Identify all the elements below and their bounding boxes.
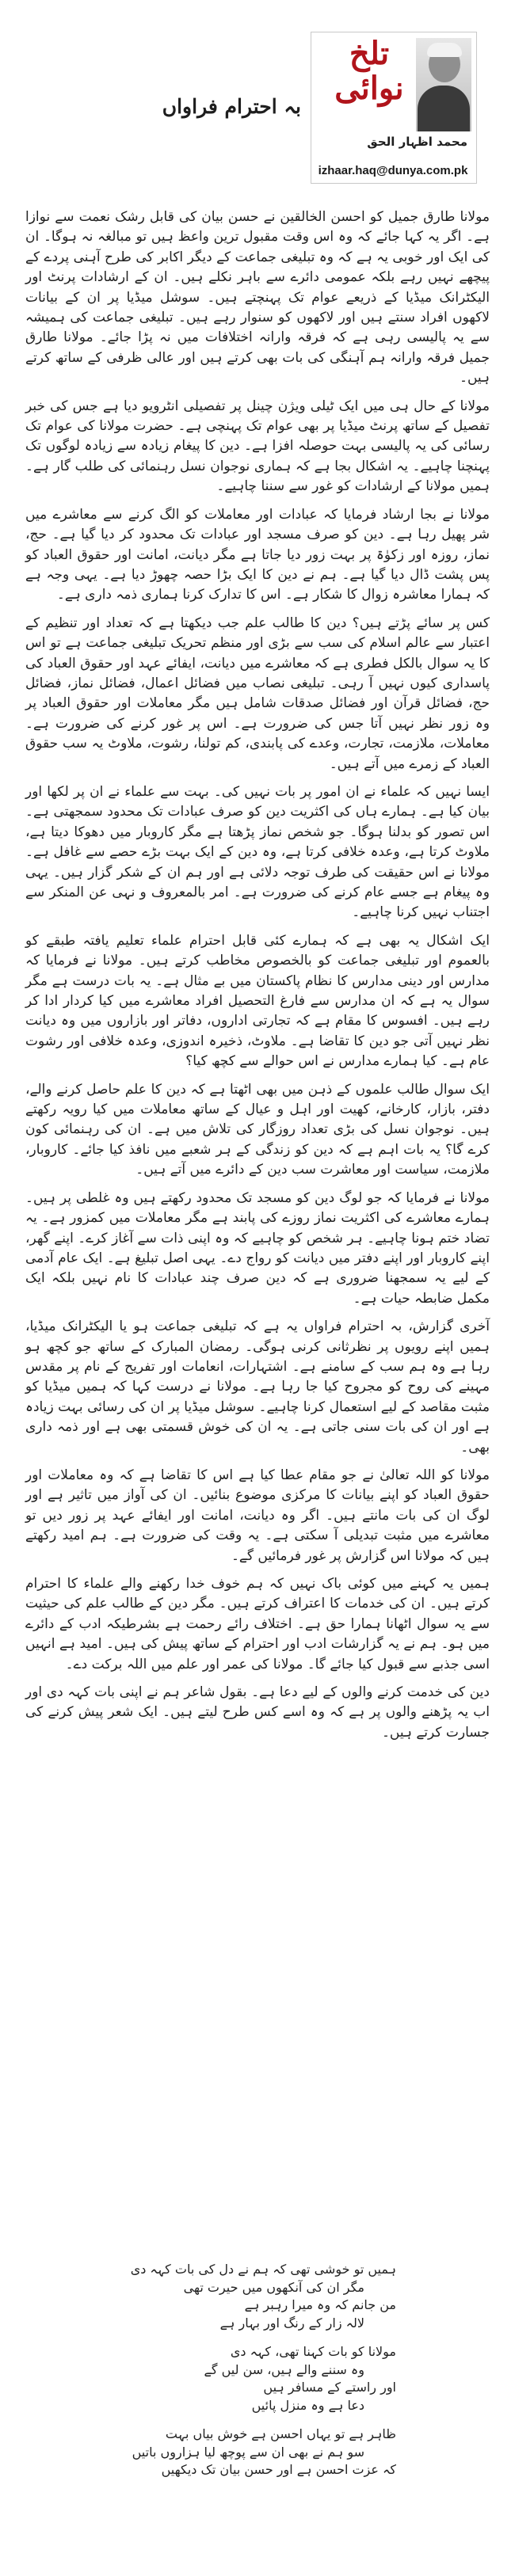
column-header [0,0,515,190]
poem-line: وہ سننے والے ہیں، سن لیں گے [204,2361,364,2377]
portrait-hair-shape [427,43,462,57]
column-name: تلخ نوائی [334,35,404,107]
paragraph: مولانا نے فرمایا کہ جو لوگ دین کو مسجد تک محدود رکھتے ہیں وہ غلطی پر ہیں۔ ہمارے معاشرے کی اکثریت نماز روزے کی پابند ہے مگر معاملات میں کمزور ہے۔ یہ تضاد ختم ہونا چاہیے۔ ہر شخص کو چاہیے کہ وہ اپنی ذات سے آغاز کرے۔ اپنے گھر، اپنے کاروبار اور اپنے دفتر میں دیانت کو رواج دے۔ یہی اصل تبلیغ ہے۔ ایک عام آدمی کے لیے یہ سمجھنا ضروری ہے کہ دین صرف چند عبادات کا نام نہیں بلکہ ایک مکمل ضابطہ حیات ہے۔ [25,1189,490,1307]
portrait-body-shape [418,86,470,131]
poem-line: ظاہر ہے تو یہاں احسن ہے خوش بیاں بہت [165,2426,396,2441]
paragraph: مولانا کو اللہ تعالیٰ نے جو مقام عطا کیا ہے اس کا تقاضا ہے کہ وہ معاملات اور حقوق العباد کو اپنے بیانات کا مرکزی موضوع بنائیں۔ ان کی آواز میں تاثیر ہے اور لوگ ان کی بات مانتے ہیں۔ اگر وہ دیانت، امانت اور ایفائے عہد پر زور دیں تو معاشرے میں مثبت تبدیلی آ سکتی ہے۔ یہ وقت کی ضرورت ہے۔ ہم امید رکھتے ہیں کہ مولانا اس گزارش پر غور فرمائیں گے۔ [25,1467,490,1564]
paragraph: ہمیں یہ کہنے میں کوئی باک نہیں کہ ہم خوف خدا رکھنے والے علماء کا احترام کرتے ہیں۔ ان کی خدمات کا اعتراف کرتے ہیں۔ مگر دین کے طالب علم کی حیثیت سے یہ سوال اٹھانا ہمارا حق ہے۔ اختلاف رائے رحمت ہے بشرطیکہ ادب کے دائرے میں ہو۔ ہم نے یہ گزارشات ادب اور احترام کے ساتھ پیش کی ہیں۔ امید ہے انہیں اسی جذبے سے قبول کیا جائے گا۔ مولانا کی عمر اور علم میں اللہ برکت دے۔ [25,1576,490,1672]
paragraph: مولانا کے حال ہی میں ایک ٹیلی ویژن چینل پر تفصیلی انٹرویو دیا ہے جس کی خبر تفصیل کے ساتھ پرنٹ میڈیا پر بھی عوام تک پہنچی ہے۔ حضرت مولانا کی عوام تک رسائی کی یہ پالیسی بہت حوصلہ افزا ہے۔ دین کا پیغام زیادہ سے زیادہ لوگوں تک پہنچنا چاہیے۔ یہ اشکال بجا ہے کہ ہماری نوجوان نسل رہنمائی کی طلب گار ہے۔ ہمیں مولانا کے ارشادات کو غور سے سننا چاہیے۔ [25,398,490,495]
paragraph: ایک سوال طالب علموں کے ذہن میں بھی اٹھتا ہے کہ دین کا علم حاصل کرنے والے، دفتر، بازار، کارخانے، کھیت اور اہل و عیال کے ساتھ معاملات میں کیا رویہ رکھتے ہیں۔ نوجوان نسل کی بڑی تعداد روزگار کی تلاش میں ہے۔ ان کی رہنمائی کون کرے گا؟ یہ بات اہم ہے کہ دین کو زندگی کے ہر شعبے میں نافذ کیا جائے۔ کاروبار، ملازمت، سیاست اور معاشرت سب دین کے دائرے میں آتے ہیں۔ [25,1081,490,1178]
poem-line: مولانا کو بات کہنا تھی، کہہ دی [230,2344,396,2359]
paragraph: مولانا طارق جمیل کو احسن الخالقین نے حسن بیان کی قابل رشک نعمت سے نوازا ہے۔ اگر یہ کہا جائے کہ وہ اس وقت مقبول ترین واعظ ہیں تو مبالغہ نہ ہوگا۔ ان کی ایک اور خوبی یہ ہے کہ وہ تبلیغی جماعت کے دیگر اکابر کی طرح آہنی پردے کے پیچھے نہیں رہے بلکہ عمومی دائرے سے باہر نکلے ہیں۔ ان کے ارشادات پرنٹ اور الیکٹرانک میڈیا کے ذریعے عوام تک پہنچتے ہیں۔ سوشل میڈیا پر ان کے بیانات لاکھوں افراد سنتے ہیں اور لاکھوں کو سنوار رہے ہیں۔ تبلیغی جماعت کی ہمیشہ سے یہ پالیسی رہی ہے کہ فرقہ وارانہ اختلافات میں نہ پڑا جائے۔ مولانا طارق جمیل فرقہ وارانہ ہم آہنگی کی بات بھی کرتے ہیں اور عالی ظرفی کے ساتھ کرتے ہیں۔ [25,209,490,386]
paragraph: مولانا نے بجا ارشاد فرمایا کہ عبادات اور معاملات کو الگ کرنے سے معاشرے میں شر پھیل رہا ہے۔ دین کو صرف مسجد اور عبادات تک محدود کر دیا گیا ہے۔ حج، نماز، روزہ اور زکوٰۃ پر بہت زور دیا جاتا ہے مگر دیانت، امانت اور حقوق العباد کو پس پشت ڈال دیا گیا ہے۔ ہم نے دین کا ایک بڑا حصہ چھوڑ دیا ہے۔ یہی وجہ ہے کہ ہمارا معاشرہ زوال کا شکار ہے۔ اس کا تدارک کرنا ہماری ذمہ داری ہے۔ [25,506,490,603]
poem-line: دعا ہے وہ منزل پائیں [251,2397,364,2413]
paragraph: آخری گزارش، بہ احترام فراواں یہ ہے کہ تبلیغی جماعت ہو یا الیکٹرانک میڈیا، ہمیں اپنے رویوں پر نظرثانی کرنی ہوگی۔ رمضان المبارک کے ساتھ جو کچھ ہو رہا ہے وہ ہم سب کے سامنے ہے۔ اشتہارات، انعامات اور تفریح کے نام پر مقدس مہینے کی روح کو مجروح کیا جا رہا ہے۔ مولانا نے درست کہا کہ ہمیں میڈیا کو مثبت مقاصد کے لیے استعمال کرنا چاہیے۔ سوشل میڈیا پر ان کی رسائی بہت زیادہ ہے اور ان کی بات سنی جاتی ہے۔ یہ ان کی خوش قسمتی بھی ہے اور ذمہ داری بھی۔ [25,1318,490,1455]
author-email: izhaar.haq@dunya.com.pk [318,164,468,177]
poem-line: لالہ زار کے رنگ اور بہار ہے [219,2315,364,2331]
poem-stanza [111,2261,396,2332]
article-headline: بہ احترام فراواں [162,95,301,118]
article-body [25,207,490,1751]
poem-stanza [111,2426,396,2479]
poem-line: اور راستے کے مسافر ہیں [263,2380,396,2395]
poem-line: مگر ان کی آنکھوں میں حیرت تھی [183,2279,364,2295]
poem-line: ہمیں تو خوشی تھی کہ ہم نے دل کی بات کہہ دی [130,2262,396,2277]
author-name: محمد اظہار الحق [367,135,467,149]
paragraph: دین کی خدمت کرنے والوں کے لیے دعا ہے۔ بقول شاعر ہم نے اپنی بات کہہ دی اور اب یہ پڑھنے والوں پر ہے کہ وہ اسے کس طرح لیتے ہیں۔ ایک شعر پیش کرنے کی جسارت کرتے ہیں۔ [25,1684,490,1741]
author-portrait [416,38,471,131]
poem-line: سو ہم نے بھی ان سے پوچھ لیا ہزاروں باتیں [132,2444,364,2460]
paragraph: کس پر سائے پڑتے ہیں؟ دین کا طالب علم جب دیکھتا ہے کہ تعداد اور تنظیم کے اعتبار سے عالم اسلام کی سب سے بڑی اور منظم تحریک تبلیغی جماعت ہے تو اس کا یہ سوال بالکل فطری ہے کہ معاشرے میں دیانت، ایفائے عہد اور حقوق العباد کی پاسداری کیوں نہیں آ رہی۔ تبلیغی نصاب میں فضائل اعمال، فضائل نماز، فضائل حج، فضائل قرآن اور فضائل صدقات شامل ہیں مگر معاملات اور حقوق العباد پر وہ زور نظر نہیں آتا جس کی ضرورت ہے۔ اس پر غور کرنے کی ضرورت ہے۔ معاملات، ملازمت، تجارت، وعدے کی پابندی، کم تولنا، رشوت، ملاوٹ یہ سب حقوق العباد کے زمرے میں آتے ہیں۔ [25,615,490,772]
poem-line: کہ عزت احسن ہے اور حسن بیان تک دیکھیں [161,2462,396,2477]
poem-line: من جانم کہ وہ میرا رہبر ہے [244,2297,396,2312]
paragraph: ایک اشکال یہ بھی ہے کہ ہمارے کئی قابل احترام علماء تعلیم یافتہ طبقے کو بالعموم اور تبلیغی جماعت کو بالخصوص مخاطب کرتے ہیں۔ مولانا نے فرمایا کہ مدارس اور دینی مدارس کا نظام پاکستان میں بے مثال ہے۔ یہ بات درست ہے مگر سوال یہ ہے کہ ان مدارس سے فارغ التحصیل افراد معاشرے میں کیا کردار ادا کر رہے ہیں۔ افسوس کا مقام ہے کہ تجارتی اداروں، دفاتر اور بازاروں میں وہ دیانت نظر نہیں آتی جو دین کا تقاضا ہے۔ ملاوٹ، ذخیرہ اندوزی، وعدہ خلافی اور رشوت عام ہے۔ کیا ہمارے مدارس نے اس حوالے سے کچھ کیا؟ [25,932,490,1070]
closing-poem [111,2261,396,2490]
paragraph: ایسا نہیں کہ علماء نے ان امور پر بات نہیں کی۔ بہت سے علماء نے ان پر لکھا اور بیان کیا ہے۔ ہمارے ہاں کی اکثریت دین کو صرف عبادات تک محدود سمجھتی ہے۔ اس تصور کو بدلنا ہوگا۔ جو شخص نماز پڑھتا ہے مگر کاروبار میں دھوکا دیتا ہے، ملاوٹ کرتا ہے، وعدہ خلافی کرتا ہے، وہ دین کے ایک بہت بڑے حصے سے غافل ہے۔ مولانا نے اس حقیقت کی طرف توجہ دلائی ہے اور ہم ان کے شکر گزار ہیں۔ یہی وہ پیغام ہے جسے عام کرنے کی ضرورت ہے۔ امر بالمعروف و نہی عن المنکر سے اجتناب نہیں کرنا چاہیے۔ [25,783,490,921]
poem-stanza [111,2343,396,2414]
